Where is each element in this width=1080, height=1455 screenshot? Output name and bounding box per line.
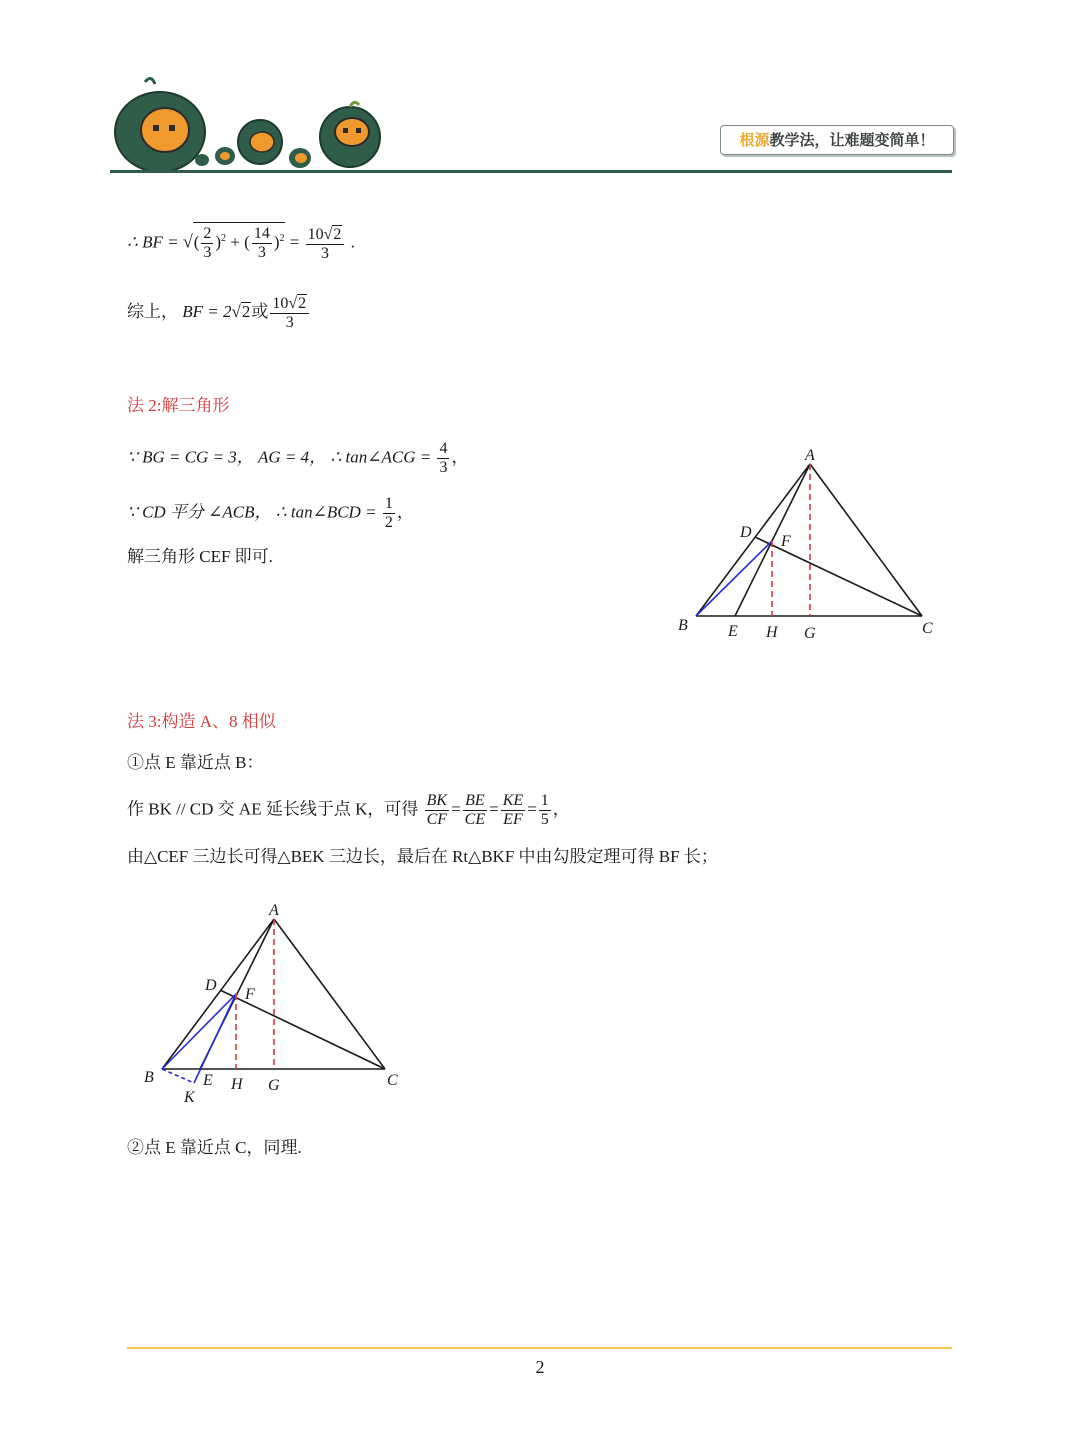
label-c: C (922, 620, 933, 637)
label-d: D (205, 977, 217, 994)
segment-bf-blue (696, 541, 772, 616)
method3-heading: 法 3:构造 A、8 相似 (127, 712, 276, 731)
side-ab (162, 919, 274, 1069)
side-ac (274, 919, 385, 1069)
formula-bf-result: ∴ BF = √( $\frac{2}{3}$ )$^2$ + ( $\frac{14}{3}$ )$^2$ = $\frac{10√2}{3}$ . (127, 222, 355, 263)
slogan-box (720, 125, 954, 155)
fraction-one-fifth: $\frac{1}{5}$ (540, 792, 549, 828)
fraction-one-half: $\frac{1}{2}$ (384, 495, 393, 531)
formula-prefix: ∴ BF = (127, 232, 179, 252)
mascot-illustration (105, 70, 395, 175)
label-b: B (144, 1069, 154, 1086)
label-h: H (766, 624, 778, 641)
triangle-figure-1 (670, 440, 950, 650)
slogan-text: 教学法，让难题变简单！ (769, 131, 935, 149)
label-k: K (184, 1089, 195, 1106)
label-f: F (781, 533, 791, 550)
fraction-fourteen-thirds: $\frac{14}{3}$ (253, 225, 270, 261)
side-ab (696, 464, 810, 616)
label-e: E (203, 1072, 213, 1089)
method3-case1: ①点 E 靠近点 B： (127, 753, 264, 772)
summary-line: 综上， BF = 2√2或 $\frac{10√2}{3}$ (127, 294, 311, 332)
label-h: H (231, 1076, 243, 1093)
label-g: G (804, 625, 816, 642)
label-a: A (269, 902, 279, 919)
footer-rule (127, 1347, 952, 1349)
method2-line1: ∵ BG = CG = 3， AG = 4， ∴ tan∠ACG = $\frac{4}{3}$ ， (127, 440, 469, 476)
fraction-four-thirds: $\frac{4}{3}$ (439, 440, 448, 476)
sqrt-radicand: ( $\frac{2}{3}$ )$^2$ + ( $\frac{14}{3}$ )$^2$ (193, 222, 286, 262)
fraction-two-thirds: $\frac{2}{3}$ (203, 225, 212, 261)
label-a: A (805, 447, 815, 464)
label-g: G (268, 1077, 280, 1094)
triangle-figure-2 (130, 895, 420, 1110)
segment-bk-dashed (162, 1069, 194, 1083)
label-b: B (678, 617, 688, 634)
page-number: 2 (535, 1357, 545, 1377)
mascot-group (105, 70, 395, 175)
label-d: D (740, 524, 752, 541)
header-rule (110, 170, 952, 173)
fraction-ke-ef: $\frac{KE}{EF}$ (502, 792, 524, 828)
method2-line2: ∵ CD 平分 ∠ACB， ∴ tan∠BCD = $\frac{1}{2}$ ， (127, 495, 414, 531)
label-f: F (245, 986, 255, 1003)
fraction-be-ce: $\frac{BE}{CE}$ (464, 792, 486, 828)
label-e: E (728, 623, 738, 640)
method3-line3: 由△CEF 三边长可得△BEK 三边长，最后在 Rt△BKF 中由勾股定理可得 BF 长； (127, 847, 718, 866)
method3-line2: 作 BK // CD 交 AE 延长线于点 K，可得 $\frac{BK}{CF}$ = $\frac{BE}{CE}$ = $\frac{KE}{EF}$ = $\frac{1}{5}$ ， (127, 792, 570, 828)
fraction-bk-cf: $\frac{BK}{CF}$ (426, 792, 448, 828)
side-ac (810, 464, 922, 616)
fraction-summary: $\frac{10√2}{3}$ (270, 294, 309, 332)
fraction-result: $\frac{10√2}{3}$ (306, 225, 345, 263)
method2-line3: 解三角形 CEF 即可. (127, 547, 273, 566)
segment-bf-blue (162, 994, 236, 1069)
method3-case2: ②点 E 靠近点 C，同理. (127, 1138, 302, 1157)
method2-heading: 法 2:解三角形 (127, 396, 230, 415)
sqrt-sign: √ (182, 231, 193, 252)
label-c: C (387, 1072, 398, 1089)
slogan-highlight: 根源 (739, 131, 770, 149)
